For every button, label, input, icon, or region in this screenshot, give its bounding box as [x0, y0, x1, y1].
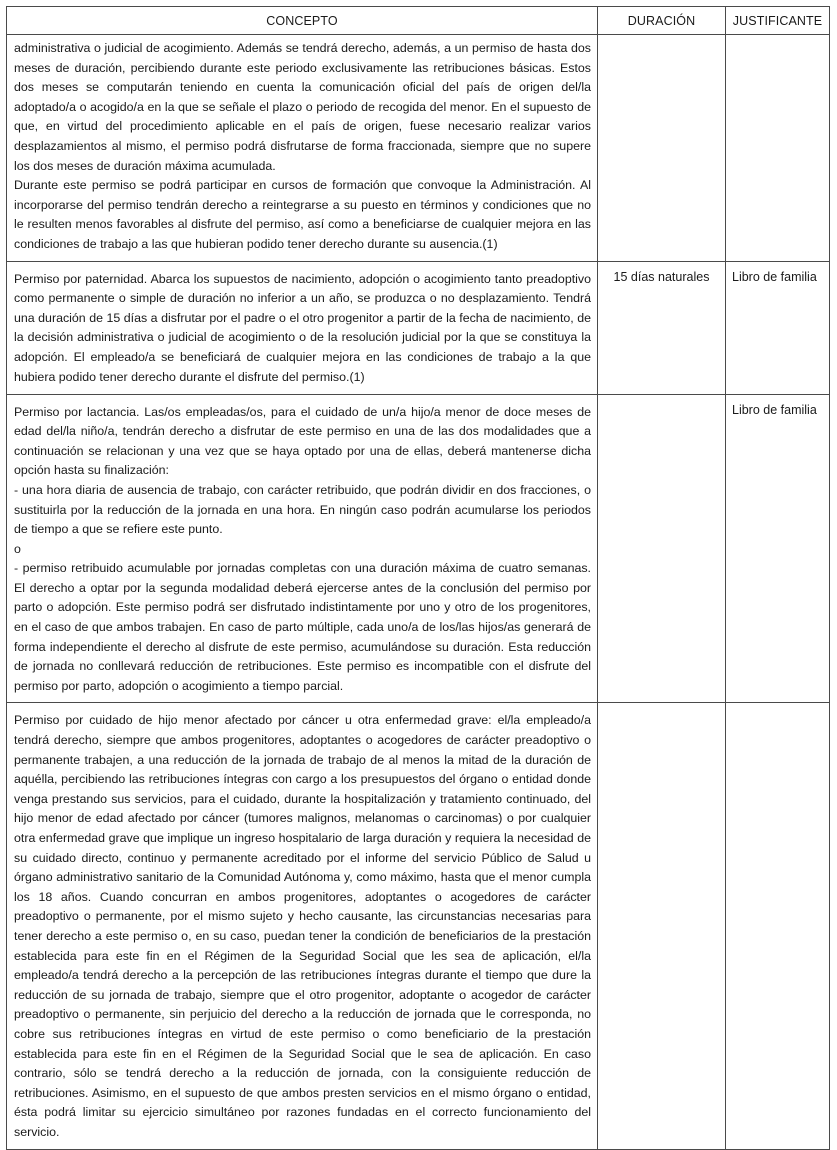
justificante-cell: Libro de familia: [726, 261, 830, 394]
concepto-paragraph: Durante este permiso se podrá participar en cursos de formación que convoque la Administración. Al incorporarse del permiso tendrán derecho a reintegrarse a su puesto en términos y condiciones que no le resulten menos favorables al disfrute del permiso, así como a beneficiarse de cualquier mejora en las condiciones de trabajo a las que hubieran podido tener derecho durante su ausencia.(1): [14, 178, 591, 251]
concepto-cell: [7, 703, 598, 1149]
duracion-cell: [598, 703, 726, 1149]
concepto-paragraph: - una hora diaria de ausencia de trabajo, con carácter retribuido, que podrán dividir en dos fracciones, o sustituirla por la reducción de la jornada en una hora. En ningún caso podrán acumularse los periodos de tiempo a que se refiere este punto.: [14, 482, 591, 537]
justificante-cell: Libro de familia: [726, 394, 830, 703]
table-row: [7, 394, 830, 703]
justificante-cell: [726, 35, 830, 262]
justificante-cell: [726, 703, 830, 1149]
header-justificante: JUSTIFICANTE: [726, 7, 830, 35]
duracion-cell: 15 días naturales: [598, 261, 726, 394]
header-duracion: DURACIÓN: [598, 7, 726, 35]
duracion-cell: [598, 394, 726, 703]
concepto-paragraph: o: [14, 541, 21, 556]
concepto-cell: [7, 261, 598, 394]
concepto-paragraph: - permiso retribuido acumulable por jornadas completas con una duración máxima de cuatro semanas. El derecho a optar por la segunda modalidad deberá ejercerse antes de la conclusión del permiso por parto o adopción. Este permiso podrá ser disfrutado indistintamente por uno y otro de los progenitores, en el caso de que ambos trabajen. En caso de parto múltiple, cada uno/a de los/las hijos/as generará de forma independiente el derecho al disfrute de este permiso, acumulándose su duración. Esta reducción de jornada no conllevará reducción de retribuciones. Este permiso es incompatible con el disfrute del permiso por parto, adopción o acogimiento a tiempo parcial.: [14, 561, 591, 693]
table-header-row: [7, 7, 830, 35]
table-row: [7, 261, 830, 394]
permisos-table: [6, 6, 830, 1150]
duracion-cell: [598, 35, 726, 262]
concepto-paragraph: administrativa o judicial de acogimiento. Además se tendrá derecho, además, a un permiso de hasta dos meses de duración, percibiendo durante este periodo exclusivamente las retribuciones básicas. Estos dos meses se computarán teniendo en cuenta la comunicación oficial del país de origen del/la adoptado/a o acogido/a en la que se señale el plazo o periodo de recogida del menor. En el supuesto de que, en virtud del procedimiento aplicable en el país de origen, fuese necesario realizar varios desplazamientos al mismo, el permiso podrá disfrutarse de forma fraccionada, siempre que no supere los dos meses de duración máxima acumulada.: [14, 41, 591, 173]
concepto-paragraph: Permiso por cuidado de hijo menor afectado por cáncer u otra enfermedad grave: el/la empleado/a tendrá derecho, siempre que ambos progenitores, adoptantes o acogedores de carácter preadoptivo o permanente trabajen, a una reducción de la jornada de trabajo de al menos la mitad de la duración de aquélla, percibiendo las retribuciones íntegras con cargo a los presupuestos del órgano o entidad donde venga prestando sus servicios, para el cuidado, durante la hospitalización y tratamiento continuado, del hijo menor de edad afectado por cáncer (tumores malignos, melanomas o carcinomas) o por cualquier otra enfermedad grave que implique un ingreso hospitalario de larga duración y requiera la necesidad de su cuidado directo, continuo y permanente acreditado por el informe del servicio Público de Salud u órgano administrativo sanitario de la Comunidad Autónoma y, como máximo, hasta que el menor cumpla los 18 años. Cuando concurran en ambos progenitores, adoptantes o acogedores de carácter preadoptivo o permanente, por el mismo sujeto y hecho causante, las circunstancias necesarias para tener derecho a este permiso o, en su caso, puedan tener la condición de beneficiarios de la prestación establecida para este fin en el Régimen de la Seguridad Social que les sea de aplicación, el/la empleado/a tendrá derecho a la percepción de las retribuciones íntegras durante el tiempo que dure la reducción de su jornada de trabajo, siempre que el otro progenitor, adoptante o acogedor de carácter preadoptivo o permanente, sin perjuicio del derecho a la reducción de jornada que le corresponda, no cobre sus retribuciones íntegras en virtud de este permiso o como beneficiario de la prestación establecida para este fin en el Régimen de la Seguridad Social que le sea de aplicación. En caso contrario, sólo se tendrá derecho a la reducción de jornada, con la consiguiente reducción de retribuciones. Asimismo, en el supuesto de que ambos presten servicios en el mismo órgano o entidad, ésta podrá limitar su ejercicio simultáneo por razones fundadas en el correcto funcionamiento del servicio.: [14, 713, 591, 1139]
concepto-cell: [7, 35, 598, 262]
header-concepto: CONCEPTO: [7, 7, 598, 35]
concepto-paragraph: Permiso por lactancia. Las/os empleadas/os, para el cuidado de un/a hijo/a menor de doce meses de edad del/la niño/a, tendrán derecho a disfrutar de este permiso en una de las dos modalidades que a continuación se relacionan y una vez que se haya optado por una de ellas, deberá mantenerse dicha opción hasta su finalización:: [14, 404, 591, 478]
concepto-cell: [7, 394, 598, 703]
concepto-paragraph: Permiso por paternidad. Abarca los supuestos de nacimiento, adopción o acogimiento tanto preadoptivo como permanente o simple de duración no inferior a un año, se produzca o no desplazamiento. Tendrá una duración de 15 días a disfrutar por el padre o el otro progenitor a partir de la fecha de nacimiento, de la decisión administrativa o judicial de acogimiento o de la resolución judicial por la que se constituya la adopción. El empleado/a se beneficiará de cualquier mejora en las condiciones de trabajo a la que hubiera podido tener derecho durante el disfrute del permiso.(1): [14, 271, 591, 384]
table-row: [7, 35, 830, 262]
table-row: [7, 703, 830, 1149]
